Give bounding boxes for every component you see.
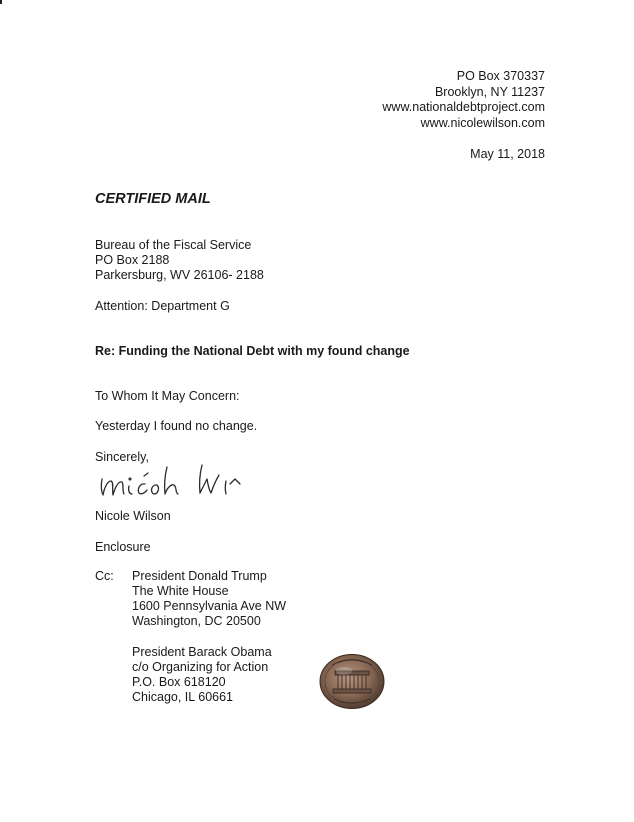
recipient-address bbox=[95, 238, 264, 283]
sender-website-1: www.nationaldebtproject.com bbox=[382, 100, 545, 114]
cc-line: Washington, DC 20500 bbox=[132, 614, 261, 628]
subject-line: Re: Funding the National Debt with my found change bbox=[95, 344, 410, 358]
sender-address bbox=[382, 69, 545, 131]
cc-recipient-obama bbox=[132, 645, 272, 705]
cc-recipient-trump bbox=[132, 569, 286, 629]
enclosure-note: Enclosure bbox=[95, 540, 151, 554]
signer-name: Nicole Wilson bbox=[95, 509, 171, 523]
sender-website-2: www.nicolewilson.com bbox=[420, 115, 545, 130]
cc-line: Chicago, IL 60661 bbox=[132, 690, 234, 704]
cc-label: Cc: bbox=[95, 569, 114, 583]
sender-city-line: Brooklyn, NY 11237 bbox=[434, 84, 545, 99]
cc-line: President Donald Trump bbox=[132, 569, 267, 583]
scan-mark bbox=[0, 0, 2, 4]
penny-coin-image bbox=[318, 653, 386, 710]
handwritten-signature bbox=[92, 457, 252, 505]
recipient-city-line: Parkersburg, WV 26106- 2188 bbox=[95, 268, 264, 282]
certified-mail-heading: CERTIFIED MAIL bbox=[95, 191, 211, 207]
cc-line: c/o Organizing for Action bbox=[132, 660, 269, 674]
attention-line: Attention: Department G bbox=[95, 299, 230, 313]
recipient-name: Bureau of the Fiscal Service bbox=[95, 238, 252, 252]
cc-line: 1600 Pennsylvania Ave NW bbox=[132, 599, 287, 613]
salutation: To Whom It May Concern: bbox=[95, 389, 240, 403]
recipient-po-box: PO Box 2188 bbox=[95, 253, 170, 267]
letter-body: Yesterday I found no change. bbox=[95, 419, 258, 433]
cc-line: President Barack Obama bbox=[132, 645, 272, 659]
sender-po-box: PO Box 370337 bbox=[456, 69, 545, 83]
letter-date: May 11, 2018 bbox=[470, 147, 545, 161]
cc-line: The White House bbox=[132, 584, 229, 598]
closing: Sincerely, bbox=[95, 450, 149, 464]
cc-line: P.O. Box 618120 bbox=[132, 675, 226, 689]
